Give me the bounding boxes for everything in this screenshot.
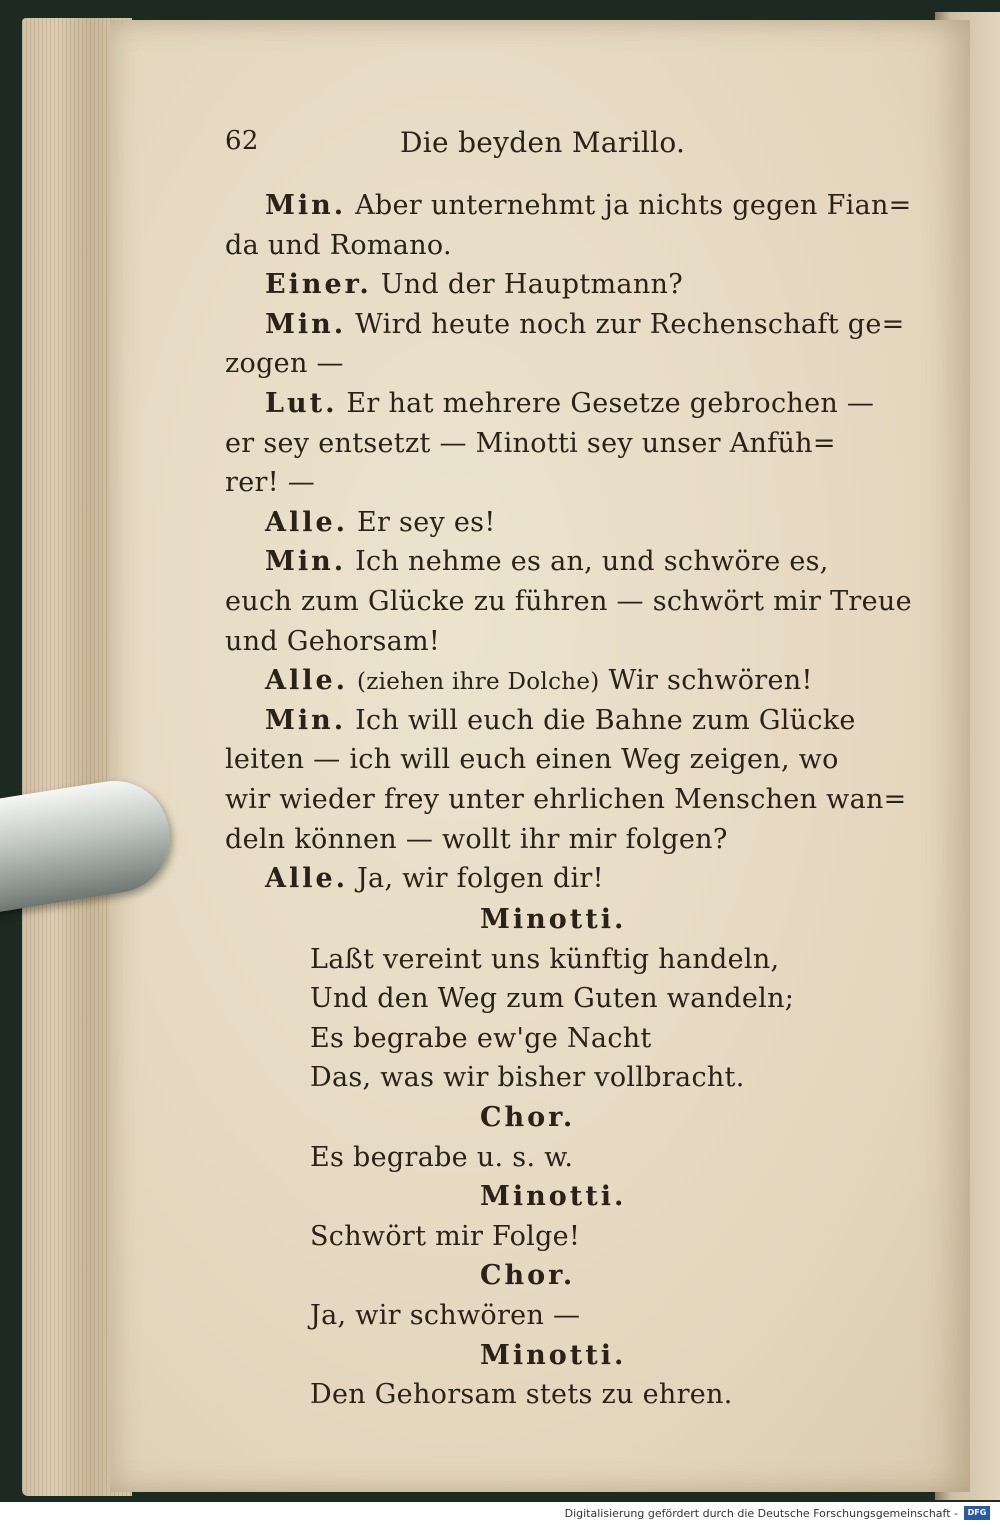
text-line — [225, 744, 839, 775]
line-text: Ich will euch die Bahne zum Glücke — [355, 704, 856, 736]
speaker-name: Einer. — [265, 269, 372, 301]
speaker-name: Alle. — [265, 506, 349, 538]
line-text: Er sey es! — [356, 506, 496, 538]
verse-line: Schwört mir Folge! — [310, 1220, 581, 1252]
song-speaker: Minotti. — [480, 1181, 627, 1213]
verse-line: Es begrabe u. s. w. — [310, 1141, 574, 1173]
speaker-name: Min. — [265, 190, 347, 221]
text-line — [265, 665, 813, 696]
verse-line: Laßt vereint uns künftig handeln, — [310, 943, 780, 975]
speaker-name: Min. — [265, 546, 347, 578]
line-text: Wir schwören! — [608, 665, 813, 697]
text-line — [225, 428, 836, 459]
line-text: leiten — ich will euch einen Weg zeigen, wo — [225, 744, 839, 776]
text-line — [225, 467, 315, 498]
song-speaker: Chor. — [480, 1260, 576, 1292]
text-line — [225, 626, 440, 657]
text-line — [225, 230, 452, 261]
line-text: Aber unternehmt ja nichts gegen Fian= — [355, 190, 912, 221]
text-line — [265, 190, 912, 221]
dfg-logo: DFG — [964, 1506, 990, 1520]
text-line — [225, 586, 912, 617]
verse-line: Es begrabe ew'ge Nacht — [310, 1022, 652, 1054]
speaker-name: Alle. — [265, 863, 349, 895]
text-line — [265, 388, 874, 419]
text-line — [265, 705, 856, 736]
speaker-name: Alle. — [265, 665, 349, 697]
line-text: da und Romano. — [225, 229, 452, 261]
text-line — [265, 546, 829, 577]
text-line — [265, 269, 683, 300]
verse-line: Ja, wir schwören — — [310, 1300, 581, 1331]
line-text: deln können — wollt ihr mir folgen? — [225, 823, 728, 855]
speaker-name: Lut. — [265, 388, 338, 419]
verse-line: Und den Weg zum Guten wandeln; — [310, 983, 795, 1015]
line-text: Er hat mehrere Gesetze gebrochen — — [346, 388, 875, 419]
line-text: und Gehorsam! — [225, 625, 441, 657]
page-number: 62 — [225, 126, 259, 156]
text-line — [225, 784, 907, 815]
running-title: Die beyden Marillo. — [400, 126, 686, 159]
text-line — [265, 863, 604, 894]
line-text: Und der Hauptmann? — [380, 269, 683, 301]
song-speaker: Minotti. — [480, 1339, 627, 1371]
speaker-name: Min. — [265, 308, 347, 340]
footer-credit: Digitalisierung gefördert durch die Deutsche Forschungsgemeinschaft - — [564, 1507, 958, 1520]
speaker-name: Min. — [265, 704, 347, 736]
song-speaker: Minotti. — [480, 904, 627, 935]
line-text: Ja, wir folgen dir! — [356, 863, 604, 895]
line-text: rer! — — [225, 467, 316, 499]
line-text: Wird heute noch zur Rechenschaft ge= — [355, 308, 905, 340]
verse-line: Das, was wir bisher vollbracht. — [310, 1062, 745, 1094]
line-text: er sey entsetzt — Minotti sey unser Anfüh= — [225, 427, 836, 459]
song-speaker: Chor. — [480, 1102, 576, 1133]
line-text: Ich nehme es an, und schwöre es, — [355, 546, 829, 578]
text-line — [265, 309, 905, 340]
line-text: zogen — — [225, 348, 344, 380]
line-text: wir wieder frey unter ehrlichen Menschen wan= — [225, 784, 907, 815]
stage-direction: (ziehen ihre Dolche) — [356, 669, 600, 696]
text-line — [225, 348, 344, 379]
text-line — [225, 824, 728, 855]
text-line — [265, 507, 496, 538]
verse-line: Den Gehorsam stets zu ehren. — [310, 1379, 733, 1411]
line-text: euch zum Glücke zu führen — schwört mir Treue — [225, 586, 912, 617]
